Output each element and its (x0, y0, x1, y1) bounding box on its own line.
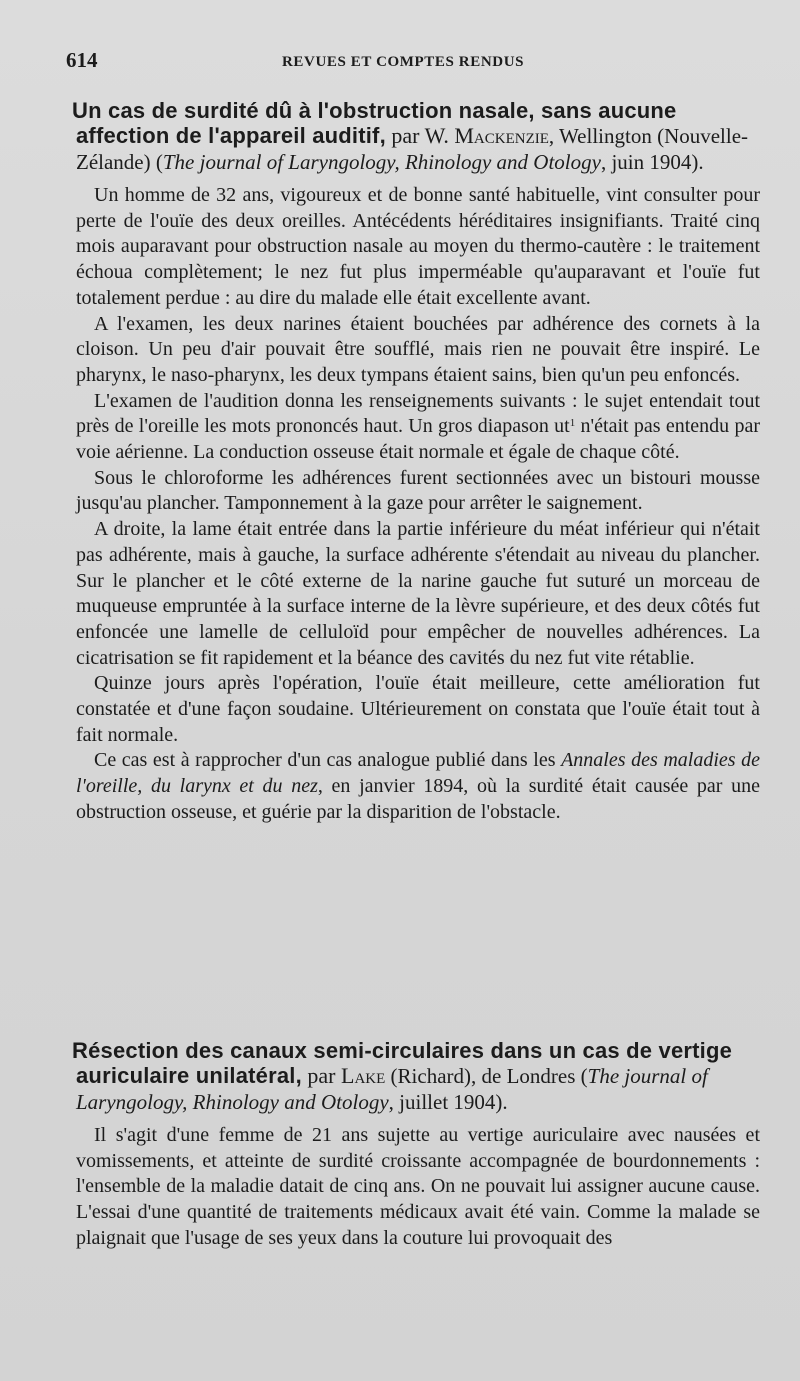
running-title: REVUES ET COMPTES RENDUS (282, 54, 525, 70)
paragraph: Un homme de 32 ans, vigoureux et de bonne santé habituelle, vint consulter pour perte de l'ouïe des deux oreilles. Antécédents héréditaires insignifiants. Traité cinq mois auparavant pour obstruction nasale au moyen du thermo-cautère : le traitement échoua complètement; le nez fut plus imperméable qu'auparavant et l'ouïe fut totalement perdue : au dire du malade elle était excellente avant. (76, 184, 760, 309)
article-heading (72, 98, 760, 175)
paragraph: Quinze jours après l'opération, l'ouïe était meilleure, cette amélioration fut constatée et d'une façon soudaine. Ultérieurement on constata que l'ouïe était tout à fait normale. (76, 672, 760, 746)
journal-name: The journal of Laryngology, Rhinology and Otology (162, 150, 601, 174)
paragraph-text: n'était pas entendu par voie aérienne. La conduction osseuse était normale et égale de chaque côté. (76, 415, 760, 464)
running-header (66, 48, 766, 76)
article-surdite (72, 98, 761, 826)
paragraph: Il s'agit d'une femme de 21 ans sujette au vertige auriculaire avec nausées et vomissements, et atteinte de surdité croissante accompagnée de bourdonnements : l'ensemble de la maladie datait de cinq ans. On ne pouvait lui assigner aucune cause. L'essai d'une quantité de traitements médicaux avait été vain. Comme la malade se plaignait que l'usage de ses yeux dans la couture lui provoquait des (76, 1124, 760, 1249)
author-name: Lake (341, 1063, 386, 1088)
author-name: Mackenzie (454, 123, 549, 148)
byline: par W. (385, 123, 455, 148)
paragraph: A droite, la lame était entrée dans la partie inférieure du méat inférieur qui n'était pas adhérente, mais à gauche, la surface adhérente s'étendait au niveau du plancher. Sur le plancher et le côté externe de la narine gauche fut suturé un morceau de muqueuse empruntée à la surface interne de la lèvre supérieure, et des deux côtés fut enfoncée une lamelle de celluloïd pour empêcher de nouvelles adhérences. La cicatrisation se fit rapidement et la béance des cavités du nez fut vite rétablie. (76, 518, 760, 669)
paragraph (76, 748, 760, 825)
paragraph: Sous le chloroforme les adhérences furent sectionnées avec un bistouri mousse jusqu'au plancher. Tamponnement à la gaze pour arrêter le saignement. (76, 466, 760, 515)
paragraph-text: L'examen de l'audition donna les renseignements suivants : le sujet entendait tout près de l'oreille les mots prononcés haut. Un gros diapason ut (76, 389, 760, 438)
publication-date: , juillet 1904). (388, 1090, 508, 1114)
footnote-marker: 1 (569, 417, 576, 430)
author-place: (Richard), de Londres ( (385, 1064, 588, 1088)
paragraph (76, 389, 760, 466)
paragraph: A l'examen, les deux narines étaient bouchées par adhérence des cornets à la cloison. Un peu d'air pouvait être soufflé, mais rien ne pouvait être inspiré. Le pharynx, le naso-pharynx, les deux tympans étaient sains, bien qu'un peu enfoncés. (76, 312, 760, 386)
author-place: , Wellington (Nouvelle-Zélande) ( (76, 124, 749, 174)
page-number: 614 (66, 48, 98, 72)
article-heading (72, 1038, 760, 1115)
cited-journal: Annales des maladies de l'oreille, du larynx et du nez (76, 749, 761, 798)
byline: par (301, 1063, 342, 1088)
paragraph-text: Ce cas est à rapprocher d'un cas analogue publié dans les (94, 749, 562, 772)
paragraph-text: , en janvier 1894, où la surdité était causée par une obstruction osseuse, et guérie par la disparition de l'obstacle. (76, 775, 760, 823)
article-resection (72, 1038, 760, 1252)
publication-date: , juin 1904). (600, 150, 704, 174)
article-title: Un cas de surdité dû à l'obstruction nasale, sans aucune affection de l'appareil auditif, (72, 98, 677, 148)
article-title: Résection des canaux semi-circulaires dans un cas de vertige auriculaire unilatéral, (72, 1038, 733, 1088)
journal-name: The journal of Laryngology, Rhinology and Otology (76, 1064, 708, 1114)
